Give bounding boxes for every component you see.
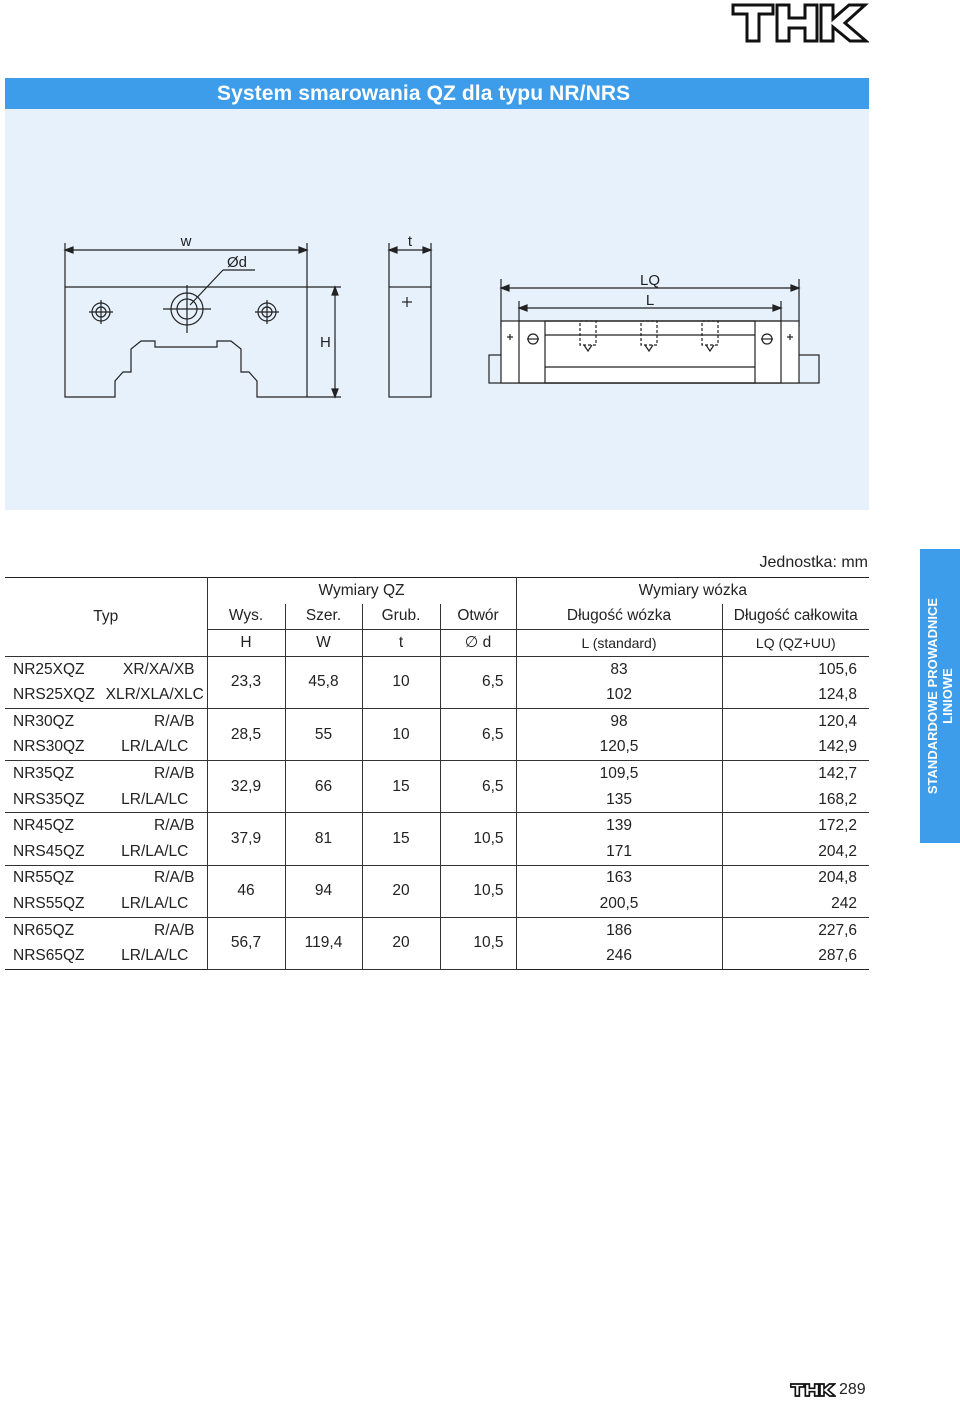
sym-d: ∅ d	[440, 630, 516, 657]
value-t: 15	[362, 813, 440, 865]
variant-nr: R/A/B	[103, 917, 207, 943]
value-H: 37,9	[207, 813, 285, 865]
header-row-groups	[5, 578, 869, 604]
section-side-tab	[920, 549, 960, 843]
model-nr: NR65QZ	[13, 921, 75, 939]
value-H: 28,5	[207, 708, 285, 760]
value-H: 46	[207, 865, 285, 917]
variant-nrs: LR/LA/LC	[103, 891, 207, 917]
value-LQ: 105,6	[818, 660, 858, 678]
model-nrs: NRS25XQZ	[5, 682, 103, 708]
label-d: Ød	[227, 254, 248, 271]
variant-nrs: LR/LA/LC	[103, 735, 207, 761]
variant-nrs: XLR/XLA/XLC	[103, 682, 207, 708]
value-H: 56,7	[207, 917, 285, 969]
value-L: 98	[516, 708, 722, 734]
col-width-header: Szer.	[285, 604, 362, 630]
value-L: 109,5	[516, 761, 722, 787]
sym-W: W	[285, 630, 362, 657]
value-d: 6,5	[440, 708, 516, 760]
value-LQ: 172,2	[818, 817, 858, 835]
value-d: 10,5	[440, 865, 516, 917]
unit-label: Jednostka: mm	[759, 554, 868, 571]
model-nr: NR25XQZ	[13, 660, 85, 678]
label-L: L	[645, 292, 655, 309]
value-L: 102	[516, 682, 722, 708]
sym-t: t	[362, 630, 440, 657]
page-title: System smarowania QZ dla typu NR/NRS	[217, 82, 631, 105]
table-row	[5, 708, 869, 734]
col-type-header: Typ	[5, 604, 207, 630]
variant-nrs: LR/LA/LC	[103, 787, 207, 813]
thk-logo-small	[790, 1383, 836, 1397]
variant-nr: R/A/B	[103, 708, 207, 734]
group-block-header: Wymiary wózka	[516, 578, 869, 604]
variant-nrs: LR/LA/LC	[103, 943, 207, 969]
value-LQ: 120,4	[818, 712, 858, 730]
value-LQ: 142,7	[818, 764, 858, 782]
variant-nr: XR/XA/XB	[103, 656, 207, 682]
col-hole-header: Otwór	[440, 604, 516, 630]
side-view	[389, 243, 431, 397]
model-nrs: NRS55QZ	[5, 891, 103, 917]
value-W: 94	[285, 865, 362, 917]
value-LQ: 168,2	[722, 787, 869, 813]
value-LQ: 242	[722, 891, 869, 917]
group-qz-header: Wymiary QZ	[207, 578, 516, 604]
technical-drawing	[5, 109, 869, 510]
value-t: 20	[362, 917, 440, 969]
front-view	[65, 243, 341, 397]
variant-nr: R/A/B	[103, 761, 207, 787]
value-L: 139	[516, 813, 722, 839]
label-H: H	[320, 334, 331, 351]
value-W: 119,4	[285, 917, 362, 969]
table-row	[5, 865, 869, 891]
label-LQ: LQ	[639, 272, 661, 289]
title-bar	[5, 78, 869, 109]
variant-nr: R/A/B	[103, 865, 207, 891]
header-row-names	[5, 604, 869, 630]
sym-LQ: LQ (QZ+UU)	[722, 630, 869, 657]
model-nrs: NRS30QZ	[5, 735, 103, 761]
variant-nrs: LR/LA/LC	[103, 839, 207, 865]
sym-L: L (standard)	[516, 630, 722, 657]
model-nr: NR30QZ	[13, 712, 75, 730]
value-t: 10	[362, 708, 440, 760]
value-d: 10,5	[440, 917, 516, 969]
value-L: 171	[516, 839, 722, 865]
value-L: 83	[516, 656, 722, 682]
page-number: 289	[839, 1381, 866, 1398]
value-L: 163	[516, 865, 722, 891]
model-nrs: NRS65QZ	[5, 943, 103, 969]
label-t: t	[407, 233, 413, 250]
value-t: 10	[362, 656, 440, 708]
side-tab-line2: LINIOWE	[940, 668, 955, 724]
side-tab-label	[925, 549, 955, 843]
value-t: 20	[362, 865, 440, 917]
value-L: 135	[516, 787, 722, 813]
value-d: 10,5	[440, 813, 516, 865]
value-LQ: 204,8	[818, 869, 858, 887]
value-LQ: 124,8	[722, 682, 869, 708]
label-w: w	[180, 233, 192, 250]
col-height-header: Wys.	[207, 604, 285, 630]
model-nr: NR55QZ	[13, 869, 75, 887]
value-W: 81	[285, 813, 362, 865]
value-d: 6,5	[440, 656, 516, 708]
value-t: 15	[362, 761, 440, 813]
value-H: 23,3	[207, 656, 285, 708]
table-row	[5, 917, 869, 943]
col-total-length-header: Długość całkowita	[722, 604, 869, 630]
value-L: 246	[516, 943, 722, 969]
sym-H: H	[207, 630, 285, 657]
col-thickness-header: Grub.	[362, 604, 440, 630]
thk-logo	[731, 2, 869, 44]
value-LQ: 287,6	[722, 943, 869, 969]
model-nrs: NRS35QZ	[5, 787, 103, 813]
variant-nr: R/A/B	[103, 813, 207, 839]
value-LQ: 227,6	[818, 921, 858, 939]
model-nr: NR45QZ	[13, 817, 75, 835]
table-row	[5, 813, 869, 839]
table-row	[5, 761, 869, 787]
value-L: 186	[516, 917, 722, 943]
value-L: 200,5	[516, 891, 722, 917]
value-LQ: 204,2	[722, 839, 869, 865]
value-W: 66	[285, 761, 362, 813]
value-L: 120,5	[516, 735, 722, 761]
model-nr: NR35QZ	[13, 764, 75, 782]
value-W: 55	[285, 708, 362, 760]
side-tab-line1: STANDARDOWE PROWADNICE	[925, 597, 940, 795]
model-nrs: NRS45QZ	[5, 839, 103, 865]
header-row-symbols	[5, 630, 869, 657]
spec-table	[5, 577, 869, 970]
page-footer	[790, 1381, 866, 1399]
value-H: 32,9	[207, 761, 285, 813]
value-d: 6,5	[440, 761, 516, 813]
table-row	[5, 656, 869, 682]
col-block-length-header: Długość wózka	[516, 604, 722, 630]
value-W: 45,8	[285, 656, 362, 708]
value-LQ: 142,9	[722, 735, 869, 761]
drawing-svg	[5, 109, 869, 510]
